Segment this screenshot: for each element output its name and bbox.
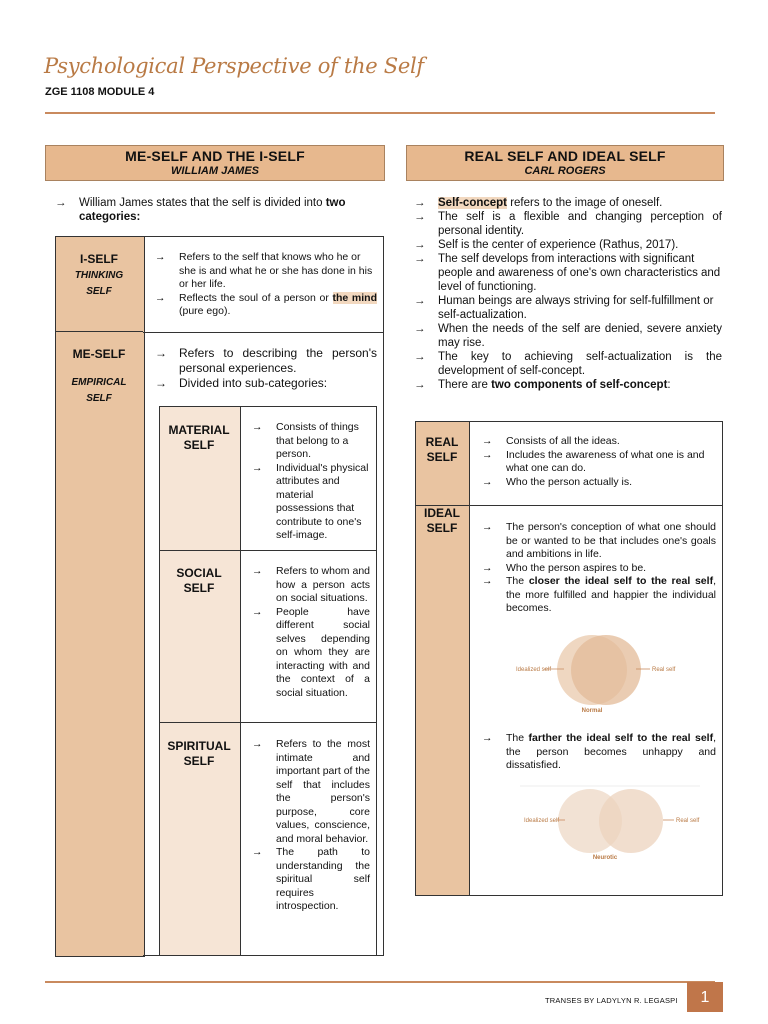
venn-caption: Normal <box>581 708 603 714</box>
intro-bold: two categories: <box>79 197 346 223</box>
list-item: → Reflects the soul of a person or the mind (pure ego). <box>155 291 377 317</box>
real-self-bullets <box>482 435 716 489</box>
venn-label-real: Real self <box>676 818 700 824</box>
social-self-bullets <box>252 565 370 700</box>
material-self-label: MATERIAL SELF <box>168 423 230 452</box>
venn-diagram-neurotic <box>500 784 710 864</box>
list-item: → The farther the ideal self to the real self, the person becomes unhappy and dissatisfied. <box>482 732 717 771</box>
module-code: ZGE 1108 MODULE 4 <box>45 86 155 98</box>
row-divider <box>55 331 143 332</box>
list-item: → The self develops from interactions with significant people and awareness of one's own characteristics and level of functioning. <box>414 253 721 293</box>
venn-circle-real <box>571 635 641 705</box>
iself-label: I-SELF THINKING SELF <box>74 252 124 297</box>
right-bullets <box>414 196 722 392</box>
list-item: → People have different social selves depending on whom they are interacting with and the context of a social situation. <box>252 605 370 699</box>
material-self-bullets <box>252 421 370 543</box>
list-item: → Consists of all the ideas. <box>482 435 620 447</box>
left-intro <box>55 196 375 224</box>
left-heading-box <box>45 145 385 181</box>
intro-text: William James states that the self is divided into <box>79 197 326 209</box>
right-subheading: CARL ROGERS <box>524 165 606 177</box>
list-item: → Includes the awareness of what one is and what one can do. <box>482 448 705 474</box>
document-title: Psychological Perspective of the Self <box>44 54 424 78</box>
right-heading-box <box>406 145 724 181</box>
list-item: → The person's conception of what one should be or wanted to be that includes one's goals and ambitions in life. <box>482 521 716 560</box>
list-item: → Divided into sub-categories: <box>155 376 328 390</box>
list-item: → Refers to the most intimate and important part of the self that includes the person's purpose, core values, conscience, and moral behavior. <box>252 738 370 845</box>
footer-rule <box>45 981 715 983</box>
right-label-column <box>415 421 470 896</box>
left-label-column <box>55 236 145 957</box>
iself-bullets <box>155 251 377 319</box>
list-item: → Self is the center of experience (Rathus, 2017). <box>414 239 679 251</box>
list-item: → Who the person actually is. <box>482 475 633 488</box>
spiritual-self-label: SPIRITUAL SELF <box>167 739 231 768</box>
list-item: → Refers to whom and how a person acts on social situations. <box>252 565 370 604</box>
arrow-icon: → <box>55 197 67 209</box>
list-item: → There are two components of self-concept: <box>414 379 671 391</box>
venn-circle-real <box>599 789 663 853</box>
meself-label: ME-SELF EMPIRICAL SELF <box>71 347 127 404</box>
sub-label-column <box>159 406 241 956</box>
ideal-self-bullets <box>482 521 716 616</box>
right-heading: REAL SELF AND IDEAL SELF <box>464 148 666 164</box>
ideal-self-bullets-2 <box>482 732 716 773</box>
venn-caption: Neurotic <box>592 855 618 861</box>
footer-credit: TRANSES BY LADYLYN R. LEGASPI <box>545 996 678 1005</box>
spiritual-self-bullets <box>252 738 370 914</box>
row-divider <box>159 550 377 551</box>
left-subheading: WILLIAM JAMES <box>171 165 259 177</box>
left-heading: ME-SELF AND THE I-SELF <box>125 148 305 164</box>
list-item: → The closer the ideal self to the real self, the more fulfilled and happier the individual becomes. <box>482 575 716 614</box>
list-item: → When the needs of the self are denied, severe anxiety may rise. <box>414 323 722 349</box>
ideal-self-label: IDEAL SELF <box>424 506 460 535</box>
list-item: → Self-concept refers to the image of oneself. <box>414 197 663 209</box>
venn-label-idealized: Idealized self <box>516 667 552 673</box>
real-self-label: REAL SELF <box>425 435 459 464</box>
list-item: → Individual's physical attributes and material possessions that contribute to one's self-image. <box>252 461 369 541</box>
list-item: → Refers to the self that knows who he or she is and what he or she has done in his or her life. <box>155 251 373 290</box>
meself-bullets <box>155 346 377 391</box>
row-divider <box>159 722 377 723</box>
list-item: → Who the person aspires to be. <box>482 561 647 574</box>
venn-diagram-normal <box>500 630 700 716</box>
list-item: → The self is a flexible and changing perception of personal identity. <box>414 211 722 237</box>
list-item: → Human beings are always striving for self-fulfillment or self-actualization. <box>414 295 714 321</box>
venn-label-idealized: Idealized self <box>524 818 560 824</box>
social-self-label: SOCIAL SELF <box>176 566 222 595</box>
page-number: 1 <box>687 982 723 1012</box>
list-item: → Consists of things that belong to a person. <box>252 421 359 460</box>
venn-label-real: Real self <box>652 667 676 673</box>
list-item: → The key to achieving self-actualization is the development of self-concept. <box>414 351 722 377</box>
header-rule <box>45 112 715 114</box>
list-item: → The path to understanding the spiritual self requires introspection. <box>252 846 370 912</box>
list-item: → Refers to describing the person's personal experiences. <box>155 346 377 375</box>
